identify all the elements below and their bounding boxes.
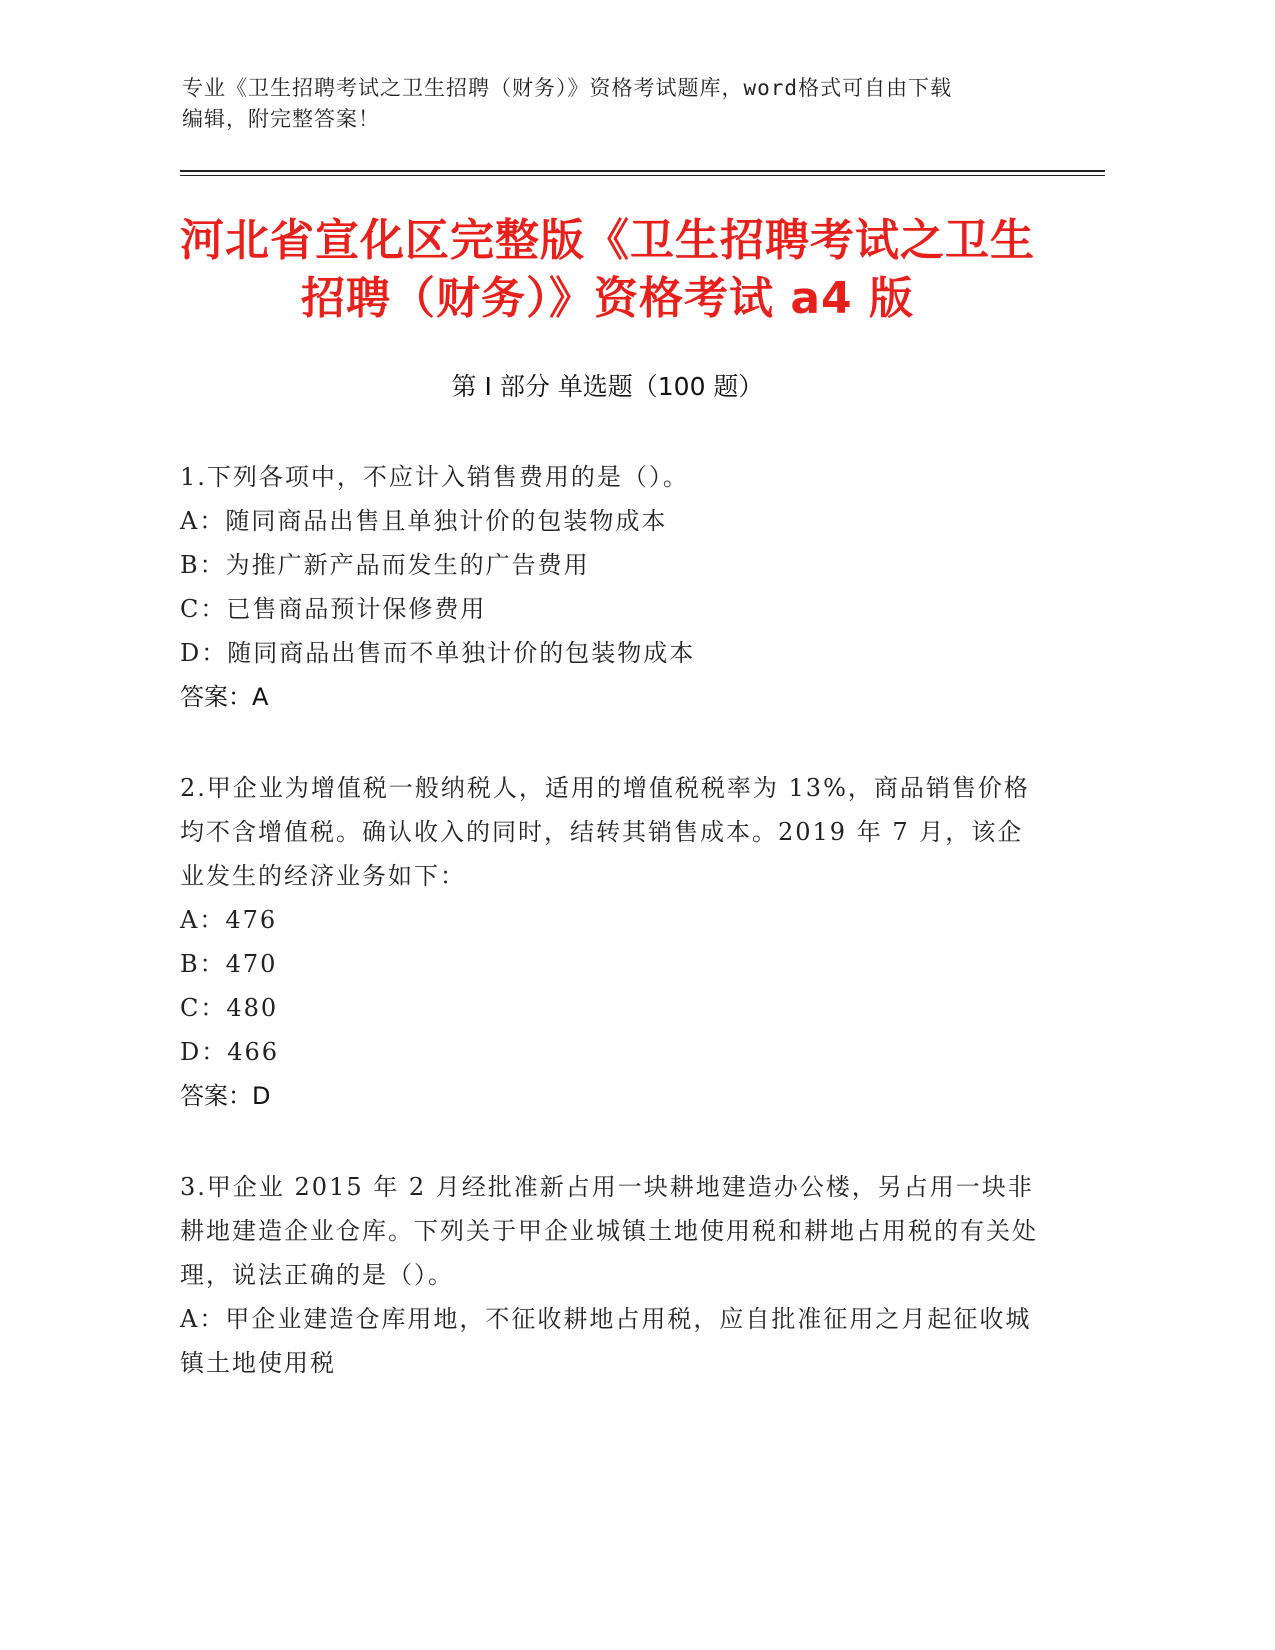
question-1 bbox=[180, 455, 1040, 719]
answer: 答案：A bbox=[180, 683, 269, 711]
option-a: A：随同商品出售且单独计价的包装物成本 bbox=[180, 507, 668, 535]
option-a: A：甲企业建造仓库用地，不征收耕地占用税，应自批准征用之月起征收城镇土地使用税 bbox=[180, 1305, 1032, 1377]
document-title bbox=[160, 212, 1055, 328]
question-stem: 2.甲企业为增值税一般纳税人，适用的增值税税率为 13%，商品销售价格均不含增值税。确认收入的同时，结转其销售成本。2019 年 7 月，该企业发生的经济业务如下： bbox=[180, 774, 1030, 890]
document-title-line-2: 招聘（财务）》资格考试 a4 版 bbox=[301, 273, 914, 324]
answer: 答案：D bbox=[180, 1082, 271, 1110]
option-d: D：随同商品出售而不单独计价的包装物成本 bbox=[180, 639, 696, 667]
option-a: A：476 bbox=[180, 906, 278, 934]
header-divider-thick bbox=[180, 170, 1105, 172]
question-list bbox=[180, 455, 1040, 1432]
option-c: C：已售商品预计保修费用 bbox=[180, 595, 487, 623]
section-title: 第 I 部分 单选题（100 题） bbox=[451, 372, 764, 401]
question-2 bbox=[180, 766, 1040, 1118]
option-b: B：470 bbox=[180, 950, 278, 978]
header-divider-thin bbox=[180, 175, 1105, 176]
option-d: D：466 bbox=[180, 1038, 280, 1066]
header-note-line-2: 编辑，附完整答案！ bbox=[182, 107, 380, 131]
question-stem: 3.甲企业 2015 年 2 月经批准新占用一块耕地建造办公楼，另占用一块非耕地建造企业仓库。下列关于甲企业城镇土地使用税和耕地占用税的有关处理，说法正确的是（）。 bbox=[180, 1173, 1038, 1289]
option-b: B：为推广新产品而发生的广告费用 bbox=[180, 551, 590, 579]
option-c: C：480 bbox=[180, 994, 279, 1022]
question-stem: 1.下列各项中，不应计入销售费用的是（）。 bbox=[180, 463, 689, 491]
header-note bbox=[182, 73, 1062, 135]
document-title-line-1: 河北省宣化区完整版《卫生招聘考试之卫生 bbox=[180, 215, 1035, 266]
question-3 bbox=[180, 1165, 1040, 1385]
header-note-line-1: 专业《卫生招聘考试之卫生招聘（财务）》资格考试题库，word格式可自由下载 bbox=[182, 76, 953, 100]
